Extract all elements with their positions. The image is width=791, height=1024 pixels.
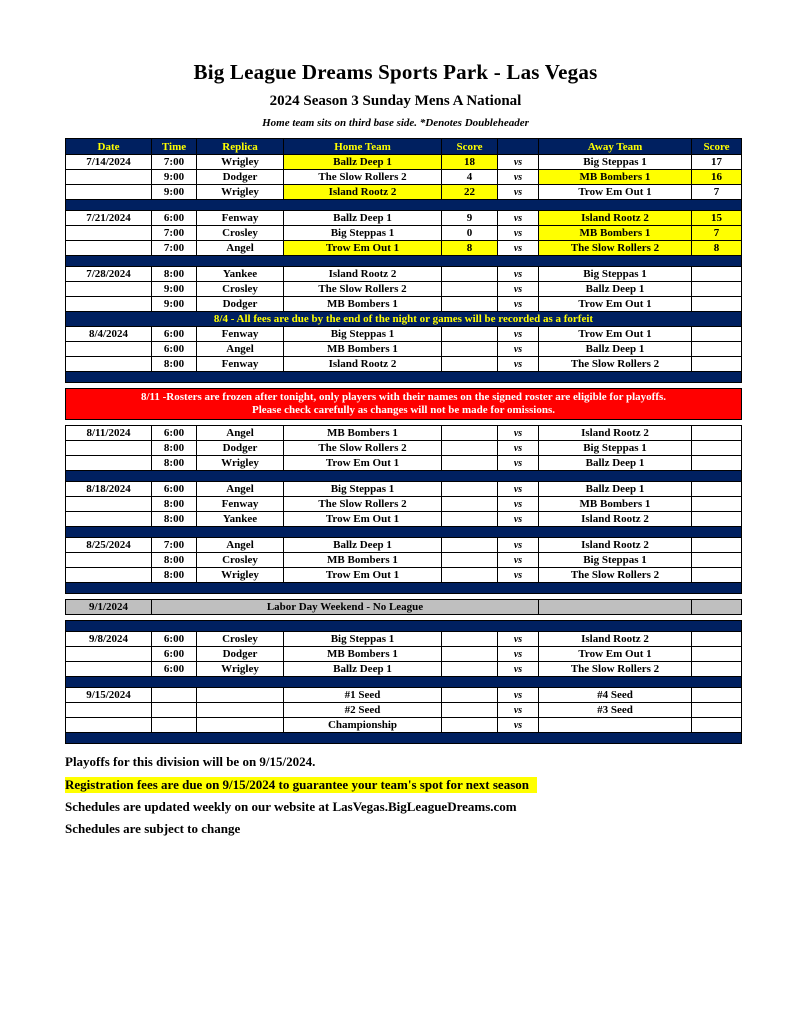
cell-home-team: Trow Em Out 1 [284, 568, 442, 583]
cell-date [66, 185, 152, 200]
cell-home-score [442, 497, 498, 512]
cell-away-score [692, 538, 742, 553]
cell-date [66, 553, 152, 568]
separator-bar [66, 677, 742, 688]
row-game [66, 512, 742, 527]
col-header-home-team-3: Home Team [284, 139, 442, 155]
cell-home-score [442, 553, 498, 568]
cell-away-team: #3 Seed [539, 703, 692, 718]
cell-vs: vs [498, 497, 539, 512]
cell-home-team: Ballz Deep 1 [284, 211, 442, 226]
cell-vs: vs [498, 226, 539, 241]
cell-home-score: 4 [442, 170, 498, 185]
home-team-note: Home team sits on third base side. *Denotes Doubleheader [262, 117, 529, 129]
cell-date [66, 718, 152, 733]
cell-time: 6:00 [152, 662, 197, 677]
row-game [66, 482, 742, 497]
cell-time: 8:00 [152, 497, 197, 512]
roster-alert-banner [66, 389, 742, 420]
cell-time: 9:00 [152, 170, 197, 185]
row-alert [66, 389, 742, 420]
cell-away-team: The Slow Rollers 2 [539, 241, 692, 256]
cell-home-team: Big Steppas 1 [284, 482, 442, 497]
separator-bar [66, 733, 742, 744]
cell-away-team: MB Bombers 1 [539, 170, 692, 185]
cell-home-score [442, 632, 498, 647]
cell-away-score [692, 357, 742, 372]
cell-home-team: MB Bombers 1 [284, 426, 442, 441]
cell-home-score [442, 282, 498, 297]
cell-away-score [692, 662, 742, 677]
cell-vs: vs [498, 568, 539, 583]
cell-home-team: Trow Em Out 1 [284, 512, 442, 527]
cell-home-team: MB Bombers 1 [284, 647, 442, 662]
cell-home-score [442, 718, 498, 733]
cell-replica: Wrigley [197, 456, 284, 471]
cell-away-team: #4 Seed [539, 688, 692, 703]
cell-away-team [539, 718, 692, 733]
cell-replica: Dodger [197, 441, 284, 456]
cell-time: 6:00 [152, 327, 197, 342]
cell-replica: Dodger [197, 647, 284, 662]
cell-date: 8/25/2024 [66, 538, 152, 553]
row-sep [66, 372, 742, 383]
cell-away-score [692, 718, 742, 733]
col-header-replica-2: Replica [197, 139, 284, 155]
cell-replica: Angel [197, 426, 284, 441]
cell-home-score [442, 482, 498, 497]
cell-home-score [442, 342, 498, 357]
cell-home-score: 18 [442, 155, 498, 170]
cell-home-team: MB Bombers 1 [284, 553, 442, 568]
row-game [66, 497, 742, 512]
cell-replica: Fenway [197, 327, 284, 342]
cell-home-team: Ballz Deep 1 [284, 538, 442, 553]
cell-away-score [692, 342, 742, 357]
separator-bar [66, 621, 742, 632]
cell-away-team: Island Rootz 2 [539, 538, 692, 553]
cell-away-team: Ballz Deep 1 [539, 342, 692, 357]
cell-replica: Yankee [197, 267, 284, 282]
cell-vs: vs [498, 211, 539, 226]
cell-replica: Crosley [197, 226, 284, 241]
cell-home-score [442, 426, 498, 441]
col-header-score-4: Score [442, 139, 498, 155]
cell-time: 6:00 [152, 632, 197, 647]
cell-away-team: Big Steppas 1 [539, 441, 692, 456]
cell-away-score: 16 [692, 170, 742, 185]
cell-home-score [442, 703, 498, 718]
cell-home-score [442, 512, 498, 527]
cell-time: 9:00 [152, 282, 197, 297]
cell-away-team: Island Rootz 2 [539, 426, 692, 441]
cell-replica: Fenway [197, 211, 284, 226]
row-game [66, 267, 742, 282]
cell-away-score [692, 297, 742, 312]
row-game [66, 568, 742, 583]
schedule-table-body [66, 155, 742, 744]
no-league-label: Labor Day Weekend - No League [152, 600, 539, 615]
cell-away-score [692, 282, 742, 297]
cell-away-team: Ballz Deep 1 [539, 456, 692, 471]
cell-time: 6:00 [152, 647, 197, 662]
cell-away-score [692, 632, 742, 647]
cell-home-team: The Slow Rollers 2 [284, 282, 442, 297]
cell-date [66, 703, 152, 718]
cell-replica [197, 703, 284, 718]
cell-vs: vs [498, 342, 539, 357]
cell-time [152, 718, 197, 733]
cell-date [66, 282, 152, 297]
cell-home-team: Trow Em Out 1 [284, 456, 442, 471]
cell-away-score: 17 [692, 155, 742, 170]
row-game [66, 282, 742, 297]
cell-away-score [692, 647, 742, 662]
cell-replica: Angel [197, 538, 284, 553]
cell-away-team: The Slow Rollers 2 [539, 568, 692, 583]
cell-time: 8:00 [152, 553, 197, 568]
page-subtitle: 2024 Season 3 Sunday Mens A National [269, 93, 522, 109]
cell-date: 9/15/2024 [66, 688, 152, 703]
cell-time: 8:00 [152, 441, 197, 456]
separator-bar [66, 200, 742, 211]
cell-time [152, 703, 197, 718]
cell-home-score: 8 [442, 241, 498, 256]
cell-replica: Dodger [197, 170, 284, 185]
cell-home-score [442, 327, 498, 342]
cell-away-team: Trow Em Out 1 [539, 327, 692, 342]
row-game [66, 441, 742, 456]
cell-vs: vs [498, 426, 539, 441]
cell-vs: vs [498, 482, 539, 497]
separator-bar [66, 372, 742, 383]
row-game [66, 632, 742, 647]
cell-date: 7/28/2024 [66, 267, 152, 282]
col-header-date-0: Date [66, 139, 152, 155]
row-notice [66, 312, 742, 327]
alert-line: Please check carefully as changes will not be made for omissions. [252, 404, 555, 416]
cell-time: 8:00 [152, 456, 197, 471]
cell-home-team: Island Rootz 2 [284, 267, 442, 282]
cell-vs: vs [498, 185, 539, 200]
cell-away-score [692, 456, 742, 471]
cell-time: 9:00 [152, 297, 197, 312]
cell-replica: Wrigley [197, 662, 284, 677]
cell-replica [197, 688, 284, 703]
cell-time: 7:00 [152, 155, 197, 170]
cell-home-team: Big Steppas 1 [284, 632, 442, 647]
cell-vs: vs [498, 703, 539, 718]
cell-away-score [692, 441, 742, 456]
cell-vs: vs [498, 688, 539, 703]
cell-away-score: 8 [692, 241, 742, 256]
cell-vs: vs [498, 267, 539, 282]
cell-away-team: Ballz Deep 1 [539, 282, 692, 297]
cell-date [66, 342, 152, 357]
cell-date [66, 441, 152, 456]
cell-home-score [442, 297, 498, 312]
row-sep [66, 677, 742, 688]
schedule-table [65, 138, 742, 744]
cell-vs: vs [498, 553, 539, 568]
row-game [66, 211, 742, 226]
cell-vs: vs [498, 456, 539, 471]
cell-time: 6:00 [152, 426, 197, 441]
cell-home-team: Trow Em Out 1 [284, 241, 442, 256]
cell-date [66, 497, 152, 512]
cell-replica: Wrigley [197, 185, 284, 200]
cell-time: 6:00 [152, 342, 197, 357]
cell-vs: vs [498, 632, 539, 647]
row-game [66, 703, 742, 718]
cell-vs: vs [498, 357, 539, 372]
cell-vs: vs [498, 282, 539, 297]
row-game [66, 357, 742, 372]
cell-date [66, 662, 152, 677]
schedule-header-row [66, 139, 742, 155]
cell-away-score: 7 [692, 226, 742, 241]
row-game [66, 688, 742, 703]
cell-home-team: Big Steppas 1 [284, 226, 442, 241]
row-noleague [66, 600, 742, 615]
cell-replica: Wrigley [197, 155, 284, 170]
cell-away-team: The Slow Rollers 2 [539, 662, 692, 677]
cell-away-score: 15 [692, 211, 742, 226]
cell-replica: Angel [197, 482, 284, 497]
cell-vs: vs [498, 155, 539, 170]
cell-date [66, 226, 152, 241]
cell-home-score [442, 568, 498, 583]
cell-time: 7:00 [152, 226, 197, 241]
col-header-vs [498, 139, 539, 155]
cell-home-team: Ballz Deep 1 [284, 662, 442, 677]
cell-away-team: Trow Em Out 1 [539, 297, 692, 312]
row-sep [66, 733, 742, 744]
row-sep [66, 200, 742, 211]
cell-away-score [692, 512, 742, 527]
cell-home-score [442, 441, 498, 456]
cell-home-team: #2 Seed [284, 703, 442, 718]
cell-away-team [539, 600, 692, 615]
cell-replica: Wrigley [197, 568, 284, 583]
cell-home-score [442, 647, 498, 662]
cell-home-score: 22 [442, 185, 498, 200]
cell-date [66, 170, 152, 185]
cell-replica: Angel [197, 241, 284, 256]
row-sep [66, 527, 742, 538]
cell-vs: vs [498, 647, 539, 662]
cell-home-team: The Slow Rollers 2 [284, 497, 442, 512]
cell-home-team: MB Bombers 1 [284, 342, 442, 357]
cell-away-team: The Slow Rollers 2 [539, 357, 692, 372]
cell-away-score [692, 600, 742, 615]
cell-date [66, 357, 152, 372]
cell-date: 7/21/2024 [66, 211, 152, 226]
footer-registration-note: Registration fees are due on 9/15/2024 to guarantee your team's spot for next season [65, 777, 537, 793]
cell-time: 7:00 [152, 538, 197, 553]
cell-time: 6:00 [152, 211, 197, 226]
cell-home-team: The Slow Rollers 2 [284, 441, 442, 456]
cell-date [66, 456, 152, 471]
cell-home-score: 0 [442, 226, 498, 241]
separator-bar [66, 527, 742, 538]
cell-home-team: Big Steppas 1 [284, 327, 442, 342]
cell-replica: Angel [197, 342, 284, 357]
footer-change-note: Schedules are subject to change [65, 821, 241, 836]
separator-bar [66, 256, 742, 267]
cell-date [66, 568, 152, 583]
col-header-away-team-6: Away Team [539, 139, 692, 155]
col-header-score-7: Score [692, 139, 742, 155]
cell-vs: vs [498, 718, 539, 733]
cell-away-team: Island Rootz 2 [539, 512, 692, 527]
row-game [66, 662, 742, 677]
cell-home-score [442, 267, 498, 282]
cell-away-team: Ballz Deep 1 [539, 482, 692, 497]
row-game [66, 297, 742, 312]
cell-vs: vs [498, 538, 539, 553]
cell-away-team: Island Rootz 2 [539, 632, 692, 647]
row-game [66, 538, 742, 553]
row-game [66, 718, 742, 733]
cell-away-score [692, 703, 742, 718]
cell-away-score [692, 327, 742, 342]
row-game [66, 226, 742, 241]
row-game [66, 456, 742, 471]
cell-time: 9:00 [152, 185, 197, 200]
cell-replica: Crosley [197, 282, 284, 297]
cell-replica: Fenway [197, 357, 284, 372]
cell-home-score [442, 688, 498, 703]
cell-away-score [692, 568, 742, 583]
separator-bar [66, 583, 742, 594]
cell-date: 7/14/2024 [66, 155, 152, 170]
cell-away-score [692, 497, 742, 512]
alert-line: 8/11 -Rosters are frozen after tonight, only players with their names on the signed roster are eligible for playoffs. [140, 391, 667, 403]
cell-vs: vs [498, 170, 539, 185]
row-game [66, 327, 742, 342]
cell-date: 8/11/2024 [66, 426, 152, 441]
cell-replica: Fenway [197, 497, 284, 512]
cell-time: 6:00 [152, 482, 197, 497]
cell-away-team: Trow Em Out 1 [539, 647, 692, 662]
cell-date: 9/8/2024 [66, 632, 152, 647]
cell-home-score [442, 538, 498, 553]
cell-away-team: Big Steppas 1 [539, 553, 692, 568]
cell-time: 8:00 [152, 357, 197, 372]
cell-away-team: MB Bombers 1 [539, 226, 692, 241]
cell-vs: vs [498, 512, 539, 527]
row-game [66, 185, 742, 200]
cell-away-team: Big Steppas 1 [539, 267, 692, 282]
row-game [66, 342, 742, 357]
cell-away-score [692, 482, 742, 497]
cell-away-team: MB Bombers 1 [539, 497, 692, 512]
cell-home-team: Island Rootz 2 [284, 357, 442, 372]
cell-time: 8:00 [152, 512, 197, 527]
cell-home-team: The Slow Rollers 2 [284, 170, 442, 185]
cell-replica: Dodger [197, 297, 284, 312]
fees-notice-banner: 8/4 - All fees are due by the end of the night or games will be recorded as a forfeit [66, 312, 742, 327]
row-game [66, 241, 742, 256]
footer-playoffs-note: Playoffs for this division will be on 9/15/2024. [65, 754, 316, 769]
cell-home-score [442, 357, 498, 372]
cell-vs: vs [498, 241, 539, 256]
footer [65, 754, 791, 837]
row-game [66, 155, 742, 170]
cell-away-score [692, 688, 742, 703]
col-header-time-1: Time [152, 139, 197, 155]
row-sep [66, 583, 742, 594]
cell-home-team: Island Rootz 2 [284, 185, 442, 200]
cell-away-team: Island Rootz 2 [539, 211, 692, 226]
cell-date [66, 512, 152, 527]
cell-home-team: MB Bombers 1 [284, 297, 442, 312]
cell-away-score [692, 553, 742, 568]
row-game [66, 170, 742, 185]
cell-vs: vs [498, 441, 539, 456]
row-sep [66, 621, 742, 632]
cell-time: 8:00 [152, 267, 197, 282]
cell-replica [197, 718, 284, 733]
row-sep [66, 256, 742, 267]
cell-time: 8:00 [152, 568, 197, 583]
cell-date [66, 297, 152, 312]
cell-replica: Yankee [197, 512, 284, 527]
cell-home-score [442, 456, 498, 471]
cell-date: 8/18/2024 [66, 482, 152, 497]
cell-replica: Crosley [197, 553, 284, 568]
row-sep [66, 471, 742, 482]
cell-away-score [692, 267, 742, 282]
cell-away-score: 7 [692, 185, 742, 200]
cell-time: 7:00 [152, 241, 197, 256]
cell-away-team: Trow Em Out 1 [539, 185, 692, 200]
cell-replica: Crosley [197, 632, 284, 647]
page-title: Big League Dreams Sports Park - Las Vegas [193, 60, 598, 84]
cell-date: 8/4/2024 [66, 327, 152, 342]
row-game [66, 426, 742, 441]
cell-vs: vs [498, 327, 539, 342]
cell-date [66, 241, 152, 256]
row-game [66, 553, 742, 568]
cell-vs: vs [498, 297, 539, 312]
cell-home-score [442, 662, 498, 677]
footer-website-note: Schedules are updated weekly on our website at LasVegas.BigLeagueDreams.com [65, 799, 517, 814]
cell-away-team: Big Steppas 1 [539, 155, 692, 170]
cell-away-score [692, 426, 742, 441]
cell-date: 9/1/2024 [66, 600, 152, 615]
cell-time [152, 688, 197, 703]
cell-home-team: Championship [284, 718, 442, 733]
cell-vs: vs [498, 662, 539, 677]
cell-date [66, 647, 152, 662]
cell-home-team: Ballz Deep 1 [284, 155, 442, 170]
row-game [66, 647, 742, 662]
separator-bar [66, 471, 742, 482]
cell-home-team: #1 Seed [284, 688, 442, 703]
cell-home-score: 9 [442, 211, 498, 226]
